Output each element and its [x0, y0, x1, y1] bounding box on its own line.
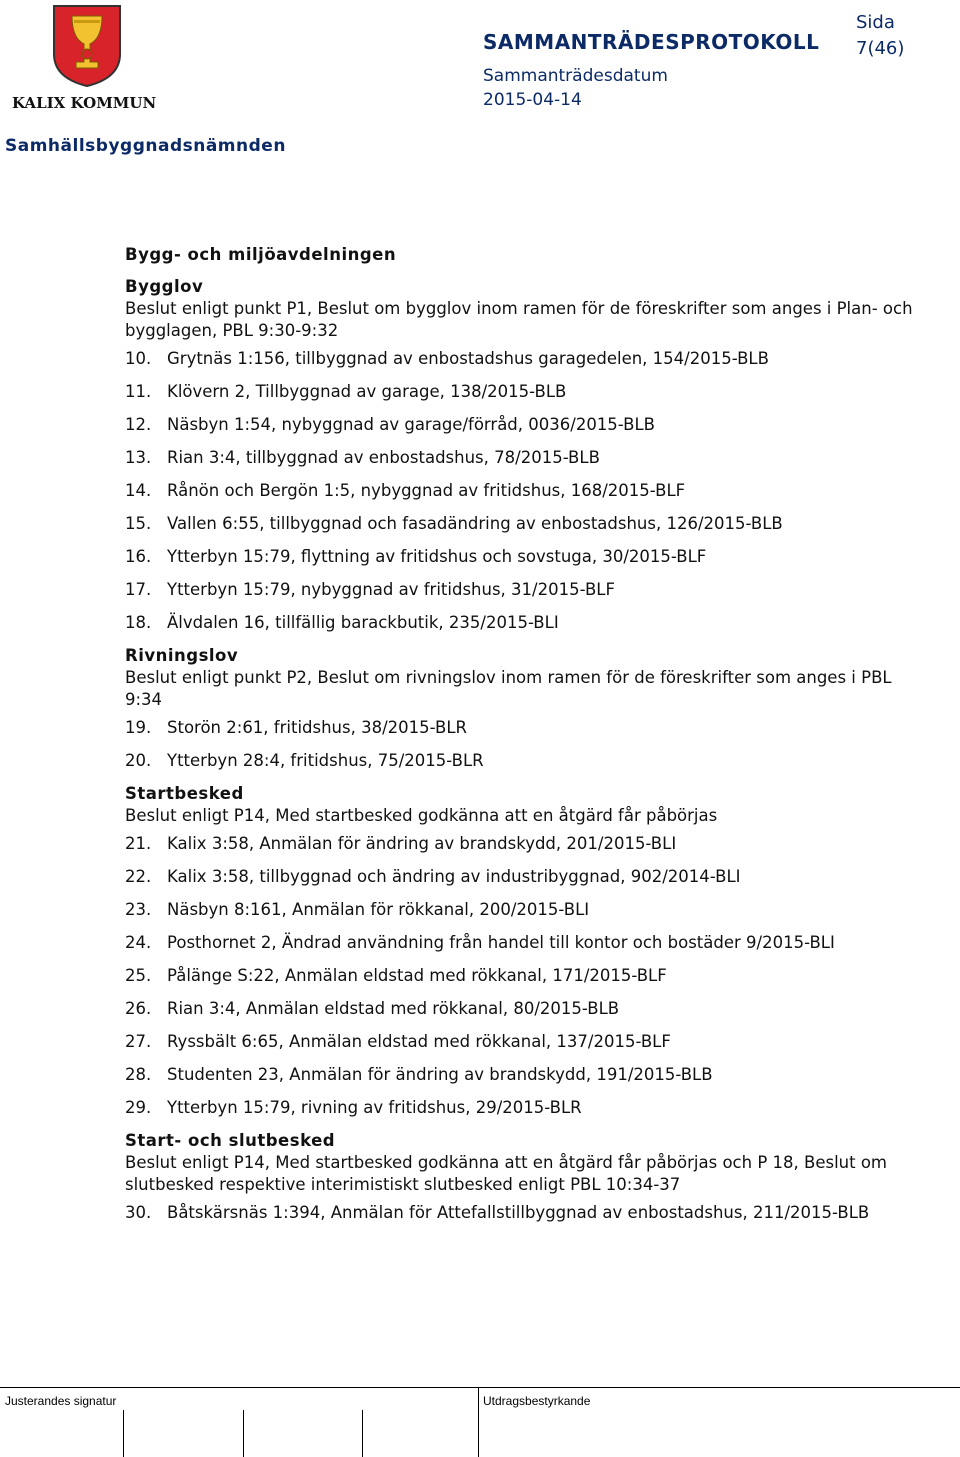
page-label: Sida: [856, 12, 895, 33]
item-text: Studenten 23, Anmälan för ändring av brandskydd, 191/2015-BLB: [167, 1065, 713, 1084]
item-text: Klövern 2, Tillbyggnad av garage, 138/2015-BLB: [167, 382, 567, 401]
item-text: Pålänge S:22, Anmälan eldstad med rökkanal, 171/2015-BLF: [167, 966, 667, 985]
section-decision: Beslut enligt punkt P2, Beslut om rivningslov inom ramen för de föreskrifter som anges i PBL 9:34: [125, 668, 892, 709]
item-number: 29.: [125, 1098, 152, 1117]
signature-label: Justerandes signatur: [5, 1394, 117, 1408]
item-text: Rånön och Bergön 1:5, nybyggnad av fritidshus, 168/2015-BLF: [167, 481, 686, 500]
section-decision: Beslut enligt P14, Med startbesked godkänna att en åtgärd får påbörjas och P 18, Beslut om slutbesked respektive interimistiskt slutbesked enligt PBL 10:34-37: [125, 1153, 887, 1194]
committee-name: Samhällsbyggnadsnämnden: [5, 136, 286, 156]
signature-box-divider: [362, 1410, 363, 1457]
list-item: [125, 750, 925, 772]
section-startbesked: [125, 783, 925, 1119]
item-text: Ytterbyn 28:4, fritidshus, 75/2015-BLR: [167, 751, 484, 770]
item-text: Posthornet 2, Ändrad användning från handel till kontor och bostäder 9/2015-BLI: [167, 933, 835, 952]
list-item: [125, 1031, 925, 1053]
item-text: Grytnäs 1:156, tillbyggnad av enbostadshus garagedelen, 154/2015-BLB: [167, 349, 769, 368]
logo-text: KALIX KOMMUN: [12, 94, 157, 112]
item-number: 30.: [125, 1203, 152, 1222]
list-item: [125, 833, 925, 855]
item-text: Näsbyn 1:54, nybyggnad av garage/förråd, 0036/2015-BLB: [167, 415, 656, 434]
item-text: Ytterbyn 15:79, flyttning av fritidshus och sovstuga, 30/2015-BLF: [167, 547, 707, 566]
item-number: 25.: [125, 966, 152, 985]
item-number: 26.: [125, 999, 152, 1018]
item-number: 11.: [125, 382, 152, 401]
list-item: [125, 546, 925, 568]
extract-certification-label: Utdragsbestyrkande: [483, 1394, 591, 1408]
item-number: 22.: [125, 867, 152, 886]
item-number: 28.: [125, 1065, 152, 1084]
item-number: 12.: [125, 415, 152, 434]
item-text: Ytterbyn 15:79, nybyggnad av fritidshus, 31/2015-BLF: [167, 580, 615, 599]
list-item: [125, 1202, 925, 1224]
page-number: 7(46): [856, 38, 905, 59]
list-item: [125, 998, 925, 1020]
item-text: Kalix 3:58, tillbyggnad och ändring av industribyggnad, 902/2014-BLI: [167, 867, 741, 886]
division-heading: Bygg- och miljöavdelningen: [125, 245, 397, 264]
list-item: [125, 866, 925, 888]
item-number: 23.: [125, 900, 152, 919]
meeting-date: 2015-04-14: [483, 90, 582, 110]
section-title: Bygglov: [125, 277, 204, 296]
item-number: 16.: [125, 547, 152, 566]
item-text: Ytterbyn 15:79, rivning av fritidshus, 29/2015-BLR: [167, 1098, 582, 1117]
list-item: [125, 381, 925, 403]
section-title: Rivningslov: [125, 646, 239, 665]
item-number: 27.: [125, 1032, 152, 1051]
list-item: [125, 932, 925, 954]
item-number: 13.: [125, 448, 152, 467]
list-item: [125, 513, 925, 535]
signature-box-divider: [243, 1410, 244, 1457]
section-bygglov: [125, 276, 925, 634]
list-item: [125, 612, 925, 634]
item-number: 20.: [125, 751, 152, 770]
item-number: 10.: [125, 349, 152, 368]
item-number: 21.: [125, 834, 152, 853]
list-item: [125, 414, 925, 436]
section-decision: Beslut enligt punkt P1, Beslut om bygglov inom ramen för de föreskrifter som anges i Plan- och bygglagen, PBL 9:30-9:32: [125, 299, 913, 340]
section-rivningslov: [125, 645, 925, 772]
protocol-title: SAMMANTRÄDESPROTOKOLL: [483, 30, 820, 54]
coat-of-arms-icon: [52, 4, 122, 88]
meeting-date-label: Sammanträdesdatum: [483, 66, 668, 86]
signature-box-divider: [123, 1410, 124, 1457]
item-text: Rian 3:4, Anmälan eldstad med rökkanal, 80/2015-BLB: [167, 999, 620, 1018]
list-item: [125, 480, 925, 502]
list-item: [125, 447, 925, 469]
item-text: Rian 3:4, tillbyggnad av enbostadshus, 78/2015-BLB: [167, 448, 600, 467]
list-item: [125, 899, 925, 921]
item-number: 14.: [125, 481, 152, 500]
item-text: Ryssbält 6:65, Anmälan eldstad med rökkanal, 137/2015-BLF: [167, 1032, 671, 1051]
item-text: Storön 2:61, fritidshus, 38/2015-BLR: [167, 718, 467, 737]
item-number: 17.: [125, 580, 152, 599]
item-text: Näsbyn 8:161, Anmälan för rökkanal, 200/2015-BLI: [167, 900, 590, 919]
list-item: [125, 1097, 925, 1119]
item-text: Kalix 3:58, Anmälan för ändring av brandskydd, 201/2015-BLI: [167, 834, 677, 853]
section-title: Startbesked: [125, 784, 244, 803]
item-text: Båtskärsnäs 1:394, Anmälan för Attefallstillbyggnad av enbostadshus, 211/2015-BLB: [167, 1203, 870, 1222]
protocol-body: [125, 244, 925, 1235]
section-title: Start- och slutbesked: [125, 1131, 336, 1150]
item-number: 18.: [125, 613, 152, 632]
item-number: 24.: [125, 933, 152, 952]
list-item: [125, 717, 925, 739]
item-text: Älvdalen 16, tillfällig barackbutik, 235/2015-BLI: [167, 613, 559, 632]
list-item: [125, 965, 925, 987]
footer-center-divider: [478, 1388, 479, 1457]
municipality-logo: [8, 2, 160, 114]
item-number: 19.: [125, 718, 152, 737]
list-item: [125, 579, 925, 601]
list-item: [125, 1064, 925, 1086]
section-decision: Beslut enligt P14, Med startbesked godkänna att en åtgärd får påbörjas: [125, 806, 718, 825]
item-text: Vallen 6:55, tillbyggnad och fasadändring av enbostadshus, 126/2015-BLB: [167, 514, 783, 533]
signature-footer: [0, 1387, 960, 1457]
section-start-och-slutbesked: [125, 1130, 925, 1224]
item-number: 15.: [125, 514, 152, 533]
list-item: [125, 348, 925, 370]
